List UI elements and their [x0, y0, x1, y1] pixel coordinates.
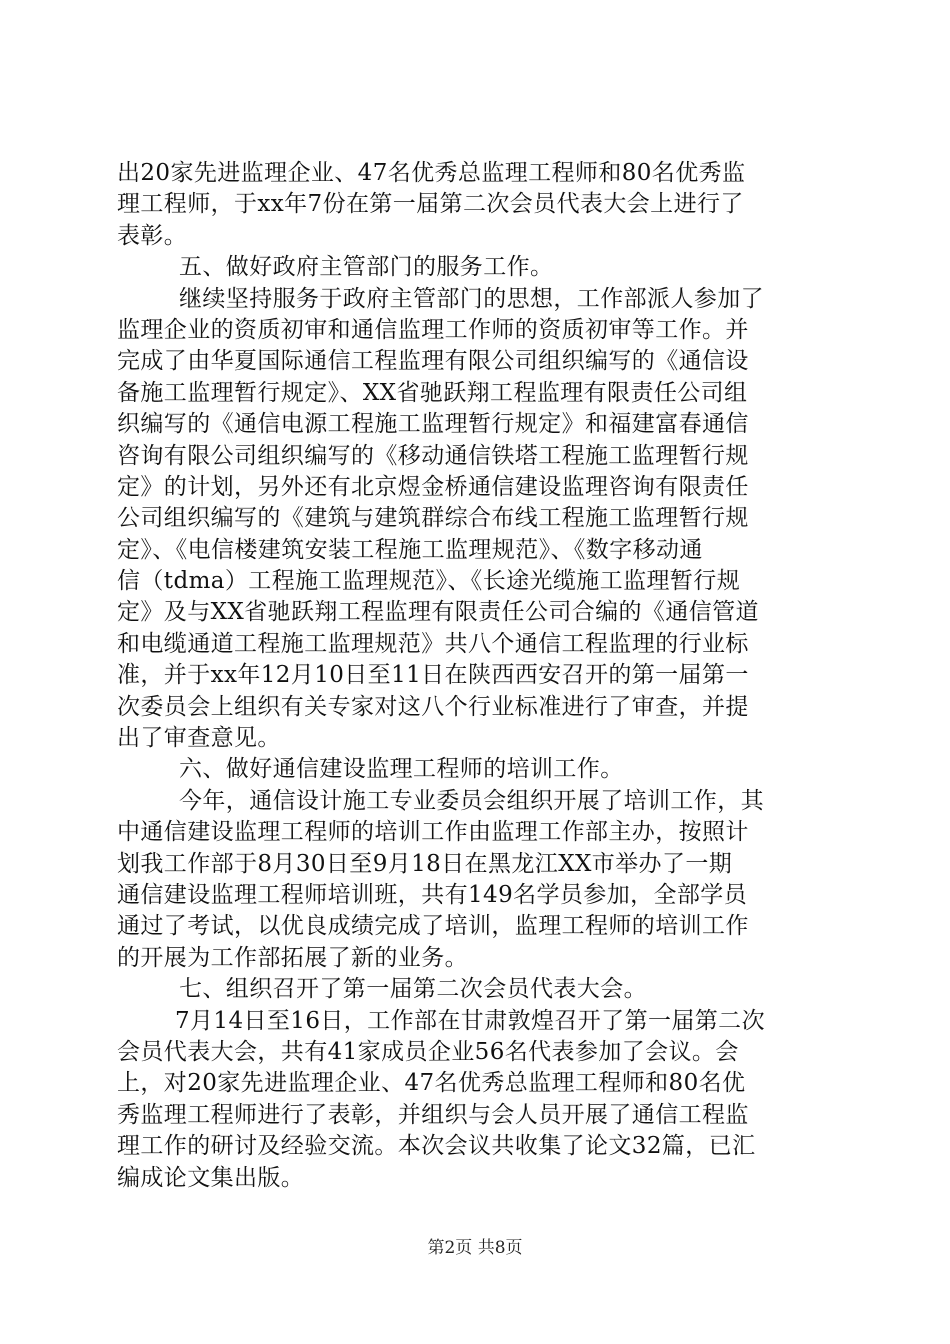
- text-line: 通信建设监理工程师培训班，共有149名学员参加，全部学员: [117, 881, 748, 908]
- text-line: 次委员会上组织有关专家对这八个行业标准进行了审查，并提: [117, 693, 749, 720]
- text-line: 公司组织编写的《建筑与建筑群综合布线工程施工监理暂行规: [117, 505, 749, 532]
- text-line: 理工程师，于xx年7份在第一届第二次会员代表大会上进行了: [117, 191, 744, 218]
- text-line: 今年，通信设计施工专业委员会组织开展了培训工作，其: [179, 787, 764, 814]
- text-line: 7月14日至16日，工作部在甘肃敦煌召开了第一届第二次: [175, 1007, 765, 1034]
- text-line: 信（tdma）工程施工监理规范》、《长途光缆施工监理暂行规: [117, 568, 741, 595]
- text-line: 通过了考试，以优良成绩完成了培训，监理工程师的培训工作: [117, 913, 749, 940]
- section-heading-7: 七、组织召开了第一届第二次会员代表大会。: [179, 976, 647, 1003]
- text-line: 中通信建设监理工程师的培训工作由监理工作部主办，按照计: [117, 819, 749, 846]
- text-line: 表彰。: [117, 222, 188, 249]
- text-line: 完成了由华夏国际通信工程监理有限公司组织编写的《通信设: [117, 348, 749, 375]
- text-line: 和电缆通道工程施工监理规范》共八个通信工程监理的行业标: [117, 630, 749, 657]
- text-line: 理工作的研讨及经验交流。本次会议共收集了论文32篇，已汇: [117, 1133, 756, 1160]
- text-line: 监理企业的资质初审和通信监理工作师的资质初审等工作。并: [117, 316, 749, 343]
- text-line: 咨询有限公司组织编写的《移动通信铁塔工程施工监理暂行规: [117, 442, 749, 469]
- text-line: 出20家先进监理企业、47名优秀总监理工程师和80名优秀监: [117, 160, 746, 186]
- text-line: 准，并于xx年12月10日至11日在陕西西安召开的第一届第一: [117, 662, 749, 689]
- section-heading-5: 五、做好政府主管部门的服务工作。: [179, 254, 554, 281]
- text-line: 定》及与XX省驰跃翔工程监理有限责任公司合编的《通信管道: [117, 599, 759, 626]
- text-line: 继续坚持服务于政府主管部门的思想，工作部派人参加了: [179, 285, 764, 312]
- text-line: 定》的计划，另外还有北京煜金桥通信建设监理咨询有限责任: [117, 473, 749, 500]
- text-line: 编成论文集出版。: [117, 1164, 305, 1191]
- page-number-footer: 第2页 共8页: [427, 1238, 523, 1258]
- text-line: 上，对20家先进监理企业、47名优秀总监理工程师和80名优: [117, 1070, 746, 1097]
- text-line: 备施工监理暂行规定》、XX省驰跃翔工程监理有限责任公司组: [117, 379, 748, 406]
- text-line: 织编写的《通信电源工程施工监理暂行规定》和福建富春通信: [117, 411, 749, 438]
- text-line: 出了审查意见。: [117, 725, 281, 752]
- text-line: 定》、《电信楼建筑安装工程施工监理规范》、《数字移动通: [117, 536, 703, 563]
- text-line: 会员代表大会，共有41家成员企业56名代表参加了会议。会: [117, 1038, 739, 1065]
- section-heading-6: 六、做好通信建设监理工程师的培训工作。: [179, 756, 624, 783]
- text-line: 的开展为工作部拓展了新的业务。: [117, 944, 468, 971]
- text-line: 秀监理工程师进行了表彰，并组织与会人员开展了通信工程监: [117, 1101, 749, 1128]
- text-line: 划我工作部于8月30日至9月18日在黑龙江XX市举办了一期: [117, 850, 733, 877]
- document-body: [117, 158, 837, 1194]
